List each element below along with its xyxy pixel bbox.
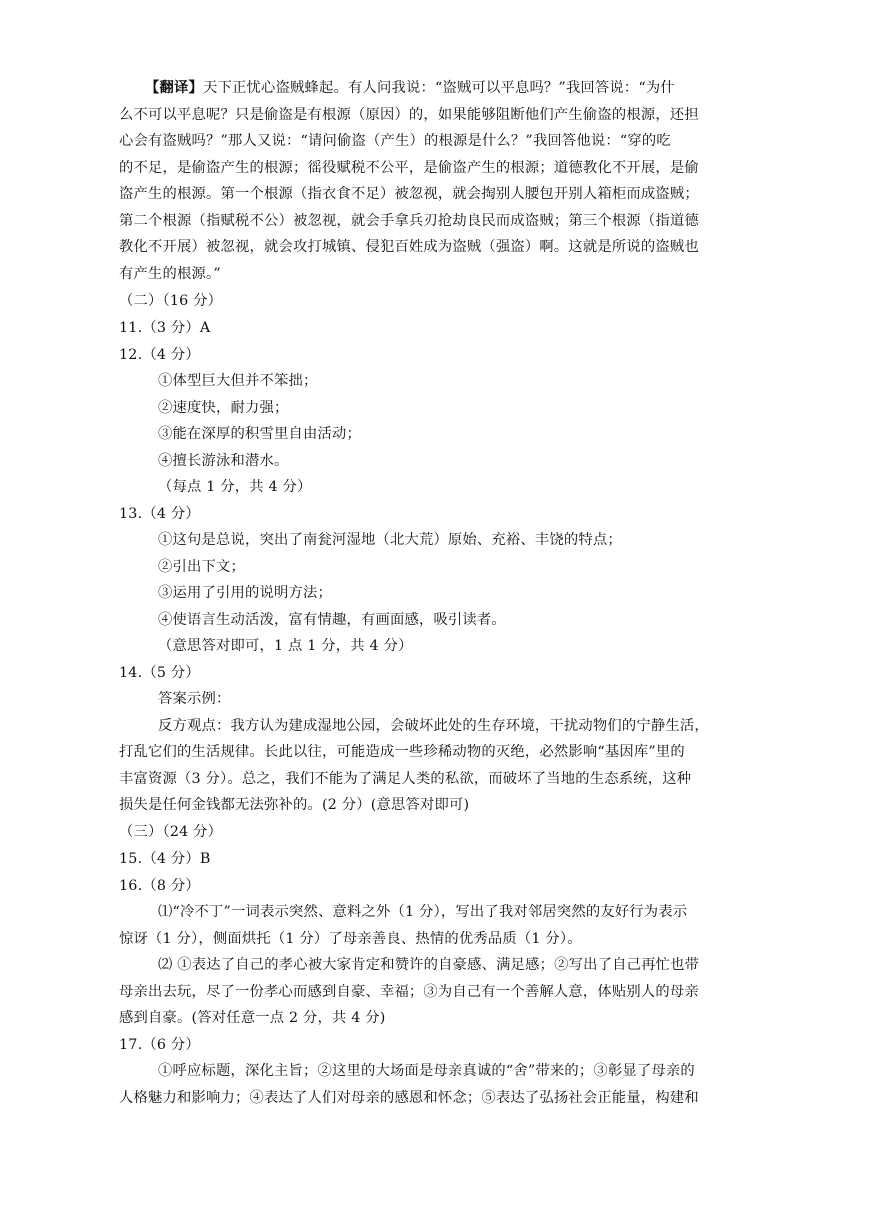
q16-part2-line-1: ⑵ ①表达了自己的孝心被大家肯定和赞许的自豪感、满足感；②写出了自己再忙也带 <box>158 957 700 973</box>
q14-header: 14.（5 分） <box>119 665 200 681</box>
translation-line-5: 盗产生的根源。第一个根源（指衣食不足）被忽视，就会掏别人腰包开别人箱柜而成盗贼； <box>119 186 699 202</box>
q16-part1-line-2: 惊讶（1 分），侧面烘托（1 分）了母亲善良、热情的优秀品质（1 分）。 <box>119 931 582 947</box>
q11-answer: 11.（3 分）A <box>119 320 211 336</box>
translation-line-1: 【翻译】天下正忧心盗贼蜂起。有人问我说：“盗贼可以平息吗？”我回答说：“为什 <box>145 80 675 96</box>
q14-line-3: 丰富资源（3 分）。总之，我们不能为了满足人类的私欲，而破坏了当地的生态系统，这种 <box>119 771 692 787</box>
translation-line-6: 第二个根源（指赋税不公）被忽视，就会手拿兵刃抢劫良民而成盗贼；第三个根源（指道德 <box>119 213 699 229</box>
q12-item-2: ②速度快，耐力强； <box>158 400 289 416</box>
section-3-header: （三）（24 分） <box>119 824 223 840</box>
q14-line-1: 反方观点：我方认为建成湿地公园，会破坏此处的生存环境，干扰动物们的宁静生活， <box>158 718 709 734</box>
section-2-header: （二）（16 分） <box>119 293 223 309</box>
translation-line-2: 么不可以平息呢？只是偷盗是有根源（原因）的，如果能够阻断他们产生偷盗的根源，还担 <box>119 107 699 123</box>
q16-part2-line-2: 母亲出去玩，尽了一份孝心而感到自豪、幸福；③为自己有一个善解人意，体贴别人的母亲 <box>119 984 699 1000</box>
q16-part1-line-1: ⑴“冷不丁”一词表示突然、意料之外（1 分），写出了我对邻居突然的友好行为表示 <box>158 904 688 920</box>
translation-line-8: 有产生的根源。” <box>119 266 221 282</box>
q13-item-3: ③运用了引用的说明方法； <box>158 585 332 601</box>
q13-item-1: ①这句是总说，突出了南瓮河湿地（北大荒）原始、充裕、丰饶的特点； <box>158 532 622 548</box>
q15-answer: 15.（4 分）B <box>119 851 211 867</box>
q12-note: （每点 1 分，共 4 分） <box>158 479 312 495</box>
q12-item-1: ①体型巨大但并不笨拙； <box>158 373 318 389</box>
q17-line-1: ①呼应标题，深化主旨；②这里的大场面是母亲真诚的“舍”带来的；③彰显了母亲的 <box>158 1063 695 1079</box>
translation-label: 【翻译】 <box>145 80 203 96</box>
q12-header: 12.（4 分） <box>119 347 200 363</box>
translation-line-4: 的不足，是偷盗产生的根源；徭役赋税不公平，是偷盗产生的根源；道德教化不开展，是偷 <box>119 160 699 176</box>
q13-header: 13.（4 分） <box>119 506 200 522</box>
q16-part2-line-3: 感到自豪。(答对任意一点 2 分，共 4 分) <box>119 1010 386 1026</box>
translation-line-7: 教化不开展）被忽视，就会攻打城镇、侵犯百姓成为盗贼（强盗）啊。这就是所说的盗贼也 <box>119 239 699 255</box>
q12-item-4: ④擅长游泳和潜水。 <box>158 453 289 469</box>
q13-item-4: ④使语言生动活泼，富有情趣，有画面感，吸引读者。 <box>158 612 506 628</box>
q17-line-2: 人格魅力和影响力；④表达了人们对母亲的感恩和怀念；⑤表达了弘扬社会正能量，构建和 <box>119 1090 699 1106</box>
q12-item-3: ③能在深厚的积雪里自由活动； <box>158 426 361 442</box>
q16-header: 16.（8 分） <box>119 878 200 894</box>
q13-note: （意思答对即可，1 点 1 分，共 4 分） <box>158 638 413 654</box>
q14-line-4: 损失是任何金钱都无法弥补的。(2 分）(意思答对即可) <box>119 797 470 813</box>
q13-item-2: ②引出下文； <box>158 559 245 575</box>
q14-line-2: 打乱它们的生活规律。长此以往，可能造成一些珍稀动物的灭绝，必然影响“基因库”里的 <box>119 744 685 760</box>
translation-line-3: 心会有盗贼吗？”那人又说：“请问偷盗（产生）的根源是什么？”我回答他说：“穿的吃 <box>119 133 671 149</box>
q14-example-label: 答案示例： <box>158 691 231 707</box>
q17-header: 17.（6 分） <box>119 1037 200 1053</box>
